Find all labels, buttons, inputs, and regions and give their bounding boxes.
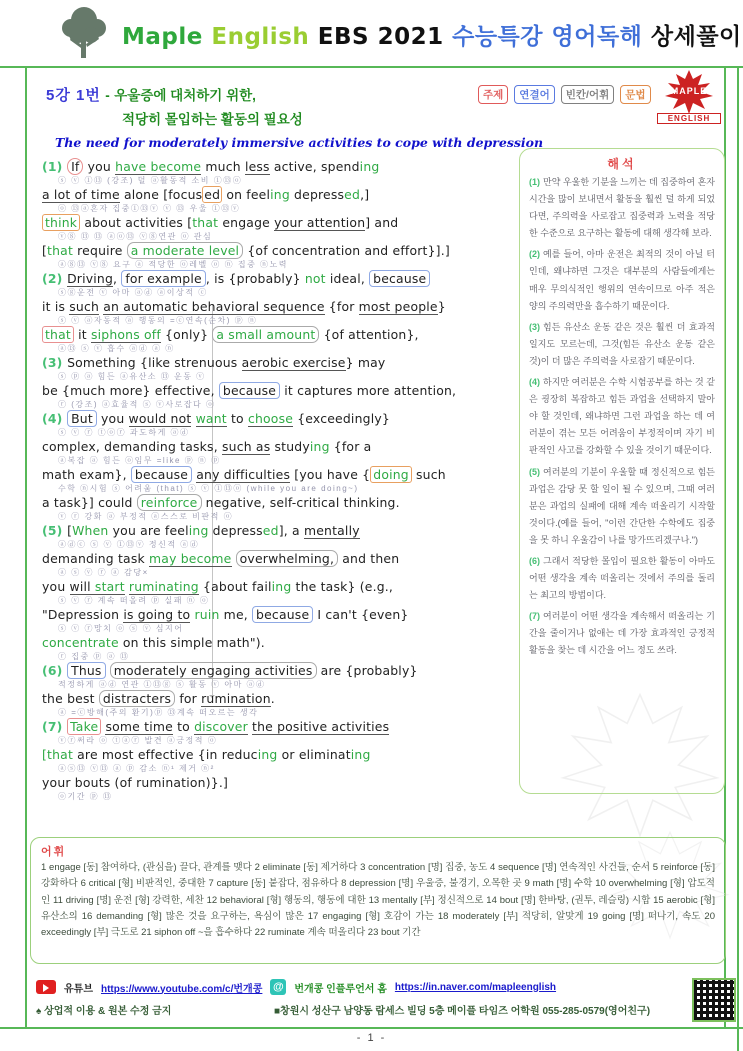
- passage-segment: siphons off: [90, 327, 161, 342]
- passage-segment: because: [219, 382, 280, 399]
- sentence-number: (6): [529, 555, 540, 566]
- translation-paragraph: (1) 만약 우울한 기분을 느끼는 데 집중하여 혼자 시간을 많이 보내면서 활동을 훨씬 덜 하게 되었다면, 주의력을 사로잡고 집중력과 노력을 적당한 수준으로 요구하는 활동에 대해 생각해 보라.: [529, 177, 715, 239]
- passage-segment: mentally: [303, 523, 360, 538]
- passage-segment: complex, demanding tasks,: [42, 439, 222, 454]
- naver-influencer-icon: @: [270, 979, 286, 995]
- passage-line: [42, 776, 520, 790]
- passage-segment: ed: [262, 523, 279, 538]
- passage-segment: the best: [42, 691, 99, 706]
- page-header: [0, 0, 743, 65]
- tree-logo-icon: [58, 4, 110, 62]
- passage-segment: rumination: [201, 691, 271, 706]
- sentence-number: (7): [529, 611, 540, 622]
- passage-segment: doing: [370, 466, 412, 483]
- sentence-number: (1): [529, 177, 540, 187]
- passage-segment: for example: [121, 270, 206, 287]
- passage-segment: ideal,: [325, 271, 370, 286]
- passage-segment: math exam},: [42, 467, 131, 482]
- passage-segment: ing: [188, 523, 209, 538]
- passage-segment: because: [369, 270, 430, 287]
- grammar-annotation: ⓢ ⓥ ①⑬ (강조) 덜 ⓐ활동적 소비 ①⑬ⓞ: [58, 176, 243, 185]
- passage-segment: ruminating: [128, 579, 199, 594]
- passage-segment: not: [304, 271, 326, 286]
- passage-segment: ing: [270, 187, 290, 202]
- passage-segment: think: [42, 214, 80, 231]
- youtube-link[interactable]: https://www.youtube.com/c/번개콩: [100, 983, 263, 995]
- passage-segment: engage: [218, 215, 275, 230]
- grammar-annotation: ⓐⓢ⑬ ⓥ⑬ ⓐ ⓟ 감소 ⓝ¹ 제거 ⓝ²: [58, 764, 215, 773]
- outer-right-line: [737, 66, 739, 1051]
- translation-paragraphs: [529, 174, 715, 660]
- grammar-annotation: 수학 ⓝ시험 ⓢ 어려움 (that) ⓢ ⓥ ①⑬ⓞ (while you are doing~): [58, 484, 359, 493]
- passage-segment: {for: [324, 299, 359, 314]
- passage-line: [42, 272, 520, 286]
- maple-english-logo: [657, 70, 721, 124]
- sentence-number: (4): [529, 377, 540, 388]
- passage-segment: because: [131, 466, 192, 483]
- passage-segment: less: [244, 159, 270, 174]
- grammar-annotation: ⓡ (강조) ⓐ효율적 ⓢ ⓥ사로잡다 ⓞ: [58, 400, 216, 409]
- translation-paragraph: (7) 여러분이 어떤 생각을 계속해서 떠올리는 기간을 줄이거나 없애는 데 가장 효과적인 긍정적 활동을 찾는 데 시간을 어느 정도 쓰라.: [529, 611, 715, 656]
- passage-segment: because: [252, 606, 313, 623]
- passage-segment: a moderate level: [127, 242, 243, 259]
- passage-segment: ing: [257, 747, 278, 762]
- translation-paragraph: (6) 그래서 적당한 몰입이 필요한 활동이 아마도 어떤 생각을 계속 떠올리는 것에서 주의를 돌리는 최고의 방법이다.: [529, 555, 715, 601]
- grammar-annotation: ⓥ⑧ ⑬ ⑬ ⓐⓞ⑬ ⓥ⑧연관 ⓞ 관심: [58, 232, 213, 241]
- translation-paragraph: (5) 여러분의 기분이 우울할 때 정신적으로 힘든 과업은 감당 못 할 일이 될 수 있으며, 그때 여러분은 과업의 실패에 대해 계속 떠올리기 시작할 것이다.(예를 들어, "이런 간단한 수학에도 집중을 못 하니 우울감이 나를 망가뜨리겠구나."): [529, 466, 715, 545]
- sentence-number: (3): [529, 321, 540, 332]
- passage-segment: Take: [67, 718, 101, 735]
- passage-segment: [: [42, 243, 48, 258]
- passage-segment: your attention: [274, 215, 366, 230]
- passage-segment: you: [42, 579, 70, 594]
- type-badge: 연결어: [514, 85, 554, 104]
- lesson-topic-line2: 적당히 몰입하는 활동의 필요성: [122, 112, 303, 127]
- passage-segment: have become: [115, 159, 202, 174]
- passage-segment: (7): [42, 719, 68, 734]
- passage-segment: ing: [359, 159, 380, 174]
- passage-line: [42, 636, 520, 650]
- page-footer: [36, 976, 676, 1020]
- passage-segment: (5): [42, 523, 68, 538]
- passage-line: [42, 748, 520, 762]
- passage-segment: are most effective {in reduc: [73, 747, 258, 762]
- passage-segment: {only}: [160, 327, 213, 342]
- grammar-annotation: ⓐⓓⓒ ⓢ ⓥ ①⑬ⓥ 정신적 ⓐⓓ: [58, 540, 200, 549]
- grammar-annotation: ⓢ ⓥ ⓡ망치 ⓞ ⓢ ⓥ 심지어: [58, 624, 184, 633]
- passage-segment: } may: [345, 355, 386, 370]
- series-korean: 수능특강 영어독해: [452, 24, 643, 50]
- passage-segment: start: [94, 579, 125, 594]
- translation-box-title: 해석: [607, 157, 637, 171]
- passage-segment: it captures more attention,: [280, 383, 457, 398]
- vocab-box: [30, 837, 726, 964]
- passage-segment: some time: [105, 719, 173, 734]
- vocab-text: 1 engage [동] 참여하다, (관심을) 끌다, 관계를 맺다 2 eliminate [동] 제거하다 3 concentration [명] 집중, 농도 4 sequence [명] 연속적인 사건들, 순서 5 reinforce [동] 강화하다 6 critical [형] 비판적인, 중대한 7 capture [동] 붙잡다, 점유하다 8 depression [명] 우울증, 불경기, 오목한 곳 9 math [명] 수학 10 overwhelming [형] 압도적인 11 driving [명] 운전 [형] 강력한, 세찬 12 behavioral [형] 행동의, 행동에 대한 13 mentally [부] 정신적으로 14 bout [명] 한바탕, (권투, 레슬링) 시합 15 aerobic [형] 유산소의 16 demanding [형] 많은 것을 요구하는, 욕심이 많은 17 engaging [형] 호감이 가는 18 moderately [부] 적당히, 알맞게 19 going [명] 떠나기, 속도 20 exceedingly [부] 극도로 21 siphon off ~을 흡수하다 22 ruminate 계속 떠올리다 23 bout 기간: [41, 862, 715, 939]
- passage-line: [42, 216, 520, 230]
- passage-segment: any difficulties: [196, 467, 291, 482]
- passage-line: [42, 300, 520, 314]
- brand-maple: Maple: [122, 24, 203, 50]
- annotated-passage: [42, 160, 520, 804]
- passage-segment: study: [270, 439, 310, 454]
- passage-segment: overwhelming,: [236, 550, 338, 567]
- passage-segment: {exceedingly}: [293, 411, 390, 426]
- passage-segment: [191, 411, 195, 426]
- passage-segment: .: [270, 691, 275, 706]
- passage-line: [42, 496, 520, 510]
- passage-segment: such as: [221, 439, 271, 454]
- type-badge: 문법: [620, 85, 650, 104]
- passage-line: [42, 692, 520, 706]
- passage-segment: (3): [42, 355, 68, 370]
- translation-paragraph: (2) 예를 들어, 아마 운전은 최적의 것이 아닐 터인데, 왜냐하면 그것은 대부분의 사람들에게는 매우 무의식적인 행위의 연속이므로 아주 적은 양의 주의력만을 흡수하기 때문이다.: [529, 249, 715, 311]
- passage-line: [42, 328, 520, 342]
- passage-segment: reinforce: [137, 494, 202, 511]
- passage-line: [42, 608, 520, 622]
- passage-segment: [you have {: [290, 467, 371, 482]
- passage-segment: the task} (e.g.,: [291, 579, 394, 594]
- grammar-annotation: ⓐ⑬ ⓢ ⓥ 흡수 ⓐⓓ ⓐ ⓝ: [58, 344, 175, 353]
- passage-segment: it: [73, 327, 91, 342]
- passage-segment: that: [192, 215, 219, 230]
- passage-segment: {of attention},: [319, 327, 419, 342]
- passage-segment: the positive activities: [252, 719, 390, 734]
- passage-segment: a small amount: [212, 326, 319, 343]
- vocab-box-title: 어휘: [41, 846, 67, 858]
- passage-segment: much: [201, 159, 245, 174]
- brand-english: English: [211, 24, 310, 50]
- passage-segment: and then: [338, 551, 400, 566]
- passage-segment: demanding task: [42, 551, 149, 566]
- copyright-notice: ♠ 상업적 이용 & 원본 수정 금지: [36, 1005, 172, 1017]
- passage-segment: for: [175, 691, 202, 706]
- passage-segment: me,: [219, 607, 253, 622]
- series-name: EBS 2021: [317, 24, 444, 50]
- title-suffix: 상세풀이: [650, 24, 742, 50]
- passage-segment: (4): [42, 411, 68, 426]
- passage-segment: ] and: [365, 215, 399, 230]
- passage-segment: a task}] could: [42, 495, 137, 510]
- passage-segment: or eliminat: [277, 747, 351, 762]
- passage-segment: (6): [42, 663, 68, 678]
- passage-segment: you: [83, 159, 116, 174]
- footer-divider: [0, 1027, 743, 1029]
- grammar-annotation: ⓞ ⑬ⓐ혼자 집중①⑬ⓥ ⓥ ⑬ 우울 ①⑬ⓥ: [58, 204, 241, 213]
- passage-line: [42, 384, 520, 398]
- passage-segment: ing: [309, 439, 330, 454]
- passage-segment: I can't {even}: [313, 607, 409, 622]
- passage-segment: such: [69, 299, 100, 314]
- passage-line: [42, 244, 520, 258]
- passage-segment: }: [437, 299, 446, 314]
- passage-segment: may become: [149, 551, 232, 566]
- passage-segment: that: [47, 243, 74, 258]
- passage-line: [42, 580, 520, 594]
- passage-segment: ,: [113, 271, 122, 286]
- passage-line: [42, 412, 520, 426]
- type-badge: 빈칸/어휘: [561, 85, 615, 104]
- passage-segment: concentrate: [42, 635, 119, 650]
- passage-segment: ed: [344, 187, 361, 202]
- lesson-topic-line1: 우울증에 대처하기 위한,: [114, 88, 256, 103]
- passage-segment: But: [67, 410, 97, 427]
- grammar-annotation: ⓐ⑧⑬ ⓥ⑧ 요구 ⓐ 적당한 ⓞ레벨 ⓞ ⓝ 집중 ⓝ노력: [58, 260, 289, 269]
- passage-segment: to: [226, 411, 248, 426]
- passage-segment: an automatic behavioral sequence: [103, 299, 325, 314]
- passage-segment: your bouts (of rumination)}.]: [42, 775, 228, 790]
- passage-line: [42, 664, 520, 678]
- passage-segment: ], a: [278, 523, 304, 538]
- passage-line: [42, 524, 520, 538]
- passage-line: [42, 356, 520, 370]
- sentence-number: (5): [529, 466, 540, 477]
- passage-segment: to: [172, 719, 195, 734]
- passage-line: [42, 468, 520, 482]
- passage-segment: ed: [204, 187, 221, 202]
- passage-segment: will: [69, 579, 95, 594]
- translation-box: [519, 148, 725, 794]
- passage-segment: it is: [42, 299, 70, 314]
- passage-segment: depress: [289, 187, 345, 202]
- passage-line: [42, 720, 520, 734]
- passage-segment: on this simple math").: [118, 635, 265, 650]
- passage-segment: "Depression: [42, 607, 124, 622]
- passage-segment: If: [67, 158, 83, 175]
- translation-paragraph: (3) 힘든 유산소 운동 같은 것은 훨씬 더 효과적일지도 모르는데, 그것(힘든 유산소 운동 같은 것)이 더 많은 주의력을 사로잡기 때문이다.: [529, 321, 715, 366]
- passage-segment: moderately engaging activities: [110, 662, 317, 679]
- passage-segment: you: [96, 411, 129, 426]
- lesson-dash: -: [105, 88, 110, 103]
- page-title: [122, 18, 742, 51]
- grammar-annotation: ⓢ ⓥ ⓡ ⓣⓞⓡ 과도하게 ⓐⓓ: [58, 428, 190, 437]
- grammar-annotation: 적정하게 ⓐⓓ 연관 ①⑬ⓖ ⓢ 활동 ⓥ 아마 ⓐⓓ: [58, 680, 266, 689]
- passage-segment: ,]: [360, 187, 370, 202]
- passage-segment: that: [42, 326, 74, 343]
- passage-segment: (2): [42, 271, 68, 286]
- passage-segment: alone [focus: [119, 187, 203, 202]
- grammar-annotation: ⓢ ⓥ ⓡ 계속 떠올려 ⓟ 실패 ⓝ ⓞ: [58, 596, 210, 605]
- passage-segment: ing: [350, 747, 371, 762]
- lesson-tag: 5강 1번: [46, 87, 101, 104]
- passage-segment: negative, self-critical thinking.: [201, 495, 400, 510]
- passage-segment: [: [67, 523, 73, 538]
- passage-segment: discover: [194, 719, 248, 734]
- logo-sub-text: ENGLISH: [657, 113, 721, 124]
- passage-segment: you are feel: [108, 523, 189, 538]
- naver-home-label: 번개콩 인플루언서 홈: [294, 983, 387, 995]
- passage-segment: aerobic exercise: [241, 355, 346, 370]
- passage-segment: are {probably}: [316, 663, 418, 678]
- grammar-annotation: ⓥⓡ써라 ⓞ ⓣⓐⓡ 발견 ⓐ긍정적 ⓞ: [58, 736, 218, 745]
- passage-line: [42, 160, 520, 174]
- passage-segment: about activities [: [80, 215, 193, 230]
- academy-address: ■창원시 성산구 남양동 람세스 빌딩 5층 메이플 타임즈 어학원 055-285-0579(영어친구): [274, 1005, 651, 1017]
- youtube-icon: [36, 980, 56, 994]
- passage-segment: , is {probably}: [205, 271, 305, 286]
- passage-segment: active, spend: [269, 159, 360, 174]
- passage-segment: {of concentration and effort}].]: [243, 243, 450, 258]
- qr-code: [692, 978, 736, 1022]
- passage-segment: most people: [358, 299, 438, 314]
- passage-segment: such: [411, 467, 446, 482]
- passage-segment: When: [72, 523, 109, 538]
- lesson-title-block: [46, 84, 303, 128]
- grammar-annotation: ⓢ ⓟ ⓐ 힘든 ⓐ유산소 ⑬ 운동 ⓥ: [58, 372, 206, 381]
- type-badge: 주제: [478, 85, 508, 104]
- passage-line: [42, 552, 520, 566]
- passage-segment: depress: [208, 523, 263, 538]
- grammar-annotation: ⓥ ⓡ 강화 ⓐ 부정적 ⓐ스스로 비판적 ⓞ: [58, 512, 234, 521]
- grammar-annotation: ⓡ 집중 ⓟ ⓐ ⑬: [58, 652, 130, 661]
- passage-line: [42, 440, 520, 454]
- passage-segment: {for a: [329, 439, 372, 454]
- passage-segment: (1): [42, 159, 68, 174]
- passage-segment: a lot of time: [42, 187, 120, 202]
- sentence-number: (2): [529, 249, 540, 260]
- grammar-annotation: ⓐ복잡 ⓐ 힘든 ⓞ임무 =like ⓟ ⓝ ⓟ: [58, 456, 221, 465]
- grammar-annotation: ⓞ기간 ⓟ ⑬: [58, 792, 113, 801]
- passage-segment: choose: [247, 411, 294, 426]
- passage-segment: be {much more} effective,: [42, 383, 219, 398]
- passage-segment: Something {like strenuous: [67, 355, 242, 370]
- passage-segment: require: [73, 243, 127, 258]
- header-divider: [0, 66, 743, 68]
- logo-brand-text: MAPLE: [670, 86, 708, 96]
- lesson-subtitle-english: The need for moderately immersive activities to cope with depression: [55, 135, 544, 150]
- passage-segment: Driving: [67, 271, 114, 286]
- question-type-badges: [478, 85, 651, 104]
- page-number: - 1 -: [356, 1032, 387, 1044]
- naver-link[interactable]: https://in.naver.com/mapleenglish: [394, 981, 557, 993]
- passage-segment: on feel: [222, 187, 271, 202]
- grammar-annotation: ⓐ =ⓒ방해(주의 환기)ⓟ ⑬계속 떠오르는 생각: [58, 708, 259, 717]
- youtube-label: 유튜브: [64, 983, 93, 995]
- passage-segment: distracters: [99, 690, 175, 707]
- passage-segment: would not: [128, 411, 192, 426]
- passage-segment: is going to: [123, 607, 191, 622]
- passage-segment: ruin: [194, 607, 220, 622]
- passage-segment: {about fail: [198, 579, 272, 594]
- passage-segment: ing: [271, 579, 292, 594]
- passage-segment: want: [195, 411, 227, 426]
- grammar-annotation: ⓢⓖ운전 ⓥ 아마 ⓐⓓ ⓐ이상적 ⓒ: [58, 288, 208, 297]
- grammar-annotation: ⓐ ⓢ ⓥ ⓡ ⓐ 감당×: [58, 568, 149, 577]
- translation-paragraph: (4) 하지만 여러분은 수학 시험공부를 하는 것 같은 굉장히 복잡하고 힘든 과업을 선택하지 말아야 할 것인데, 왜냐하면 그런 과업을 하는 데 여러분이 겪는 모든 어려움이 부정적이며 자기 비판적인 사고를 강화할 수 있을 것이기 때문이다.: [529, 377, 715, 456]
- passage-segment: Thus: [67, 662, 106, 679]
- passage-segment: [that: [42, 747, 73, 762]
- grammar-annotation: ⓢ ⓥ ⓐ자동적 ⓐ 행동의 =ⓒ연속(순차) ⓟ ⓝ: [58, 316, 258, 325]
- passage-line: [42, 188, 520, 202]
- frame-left-line: [25, 68, 27, 1028]
